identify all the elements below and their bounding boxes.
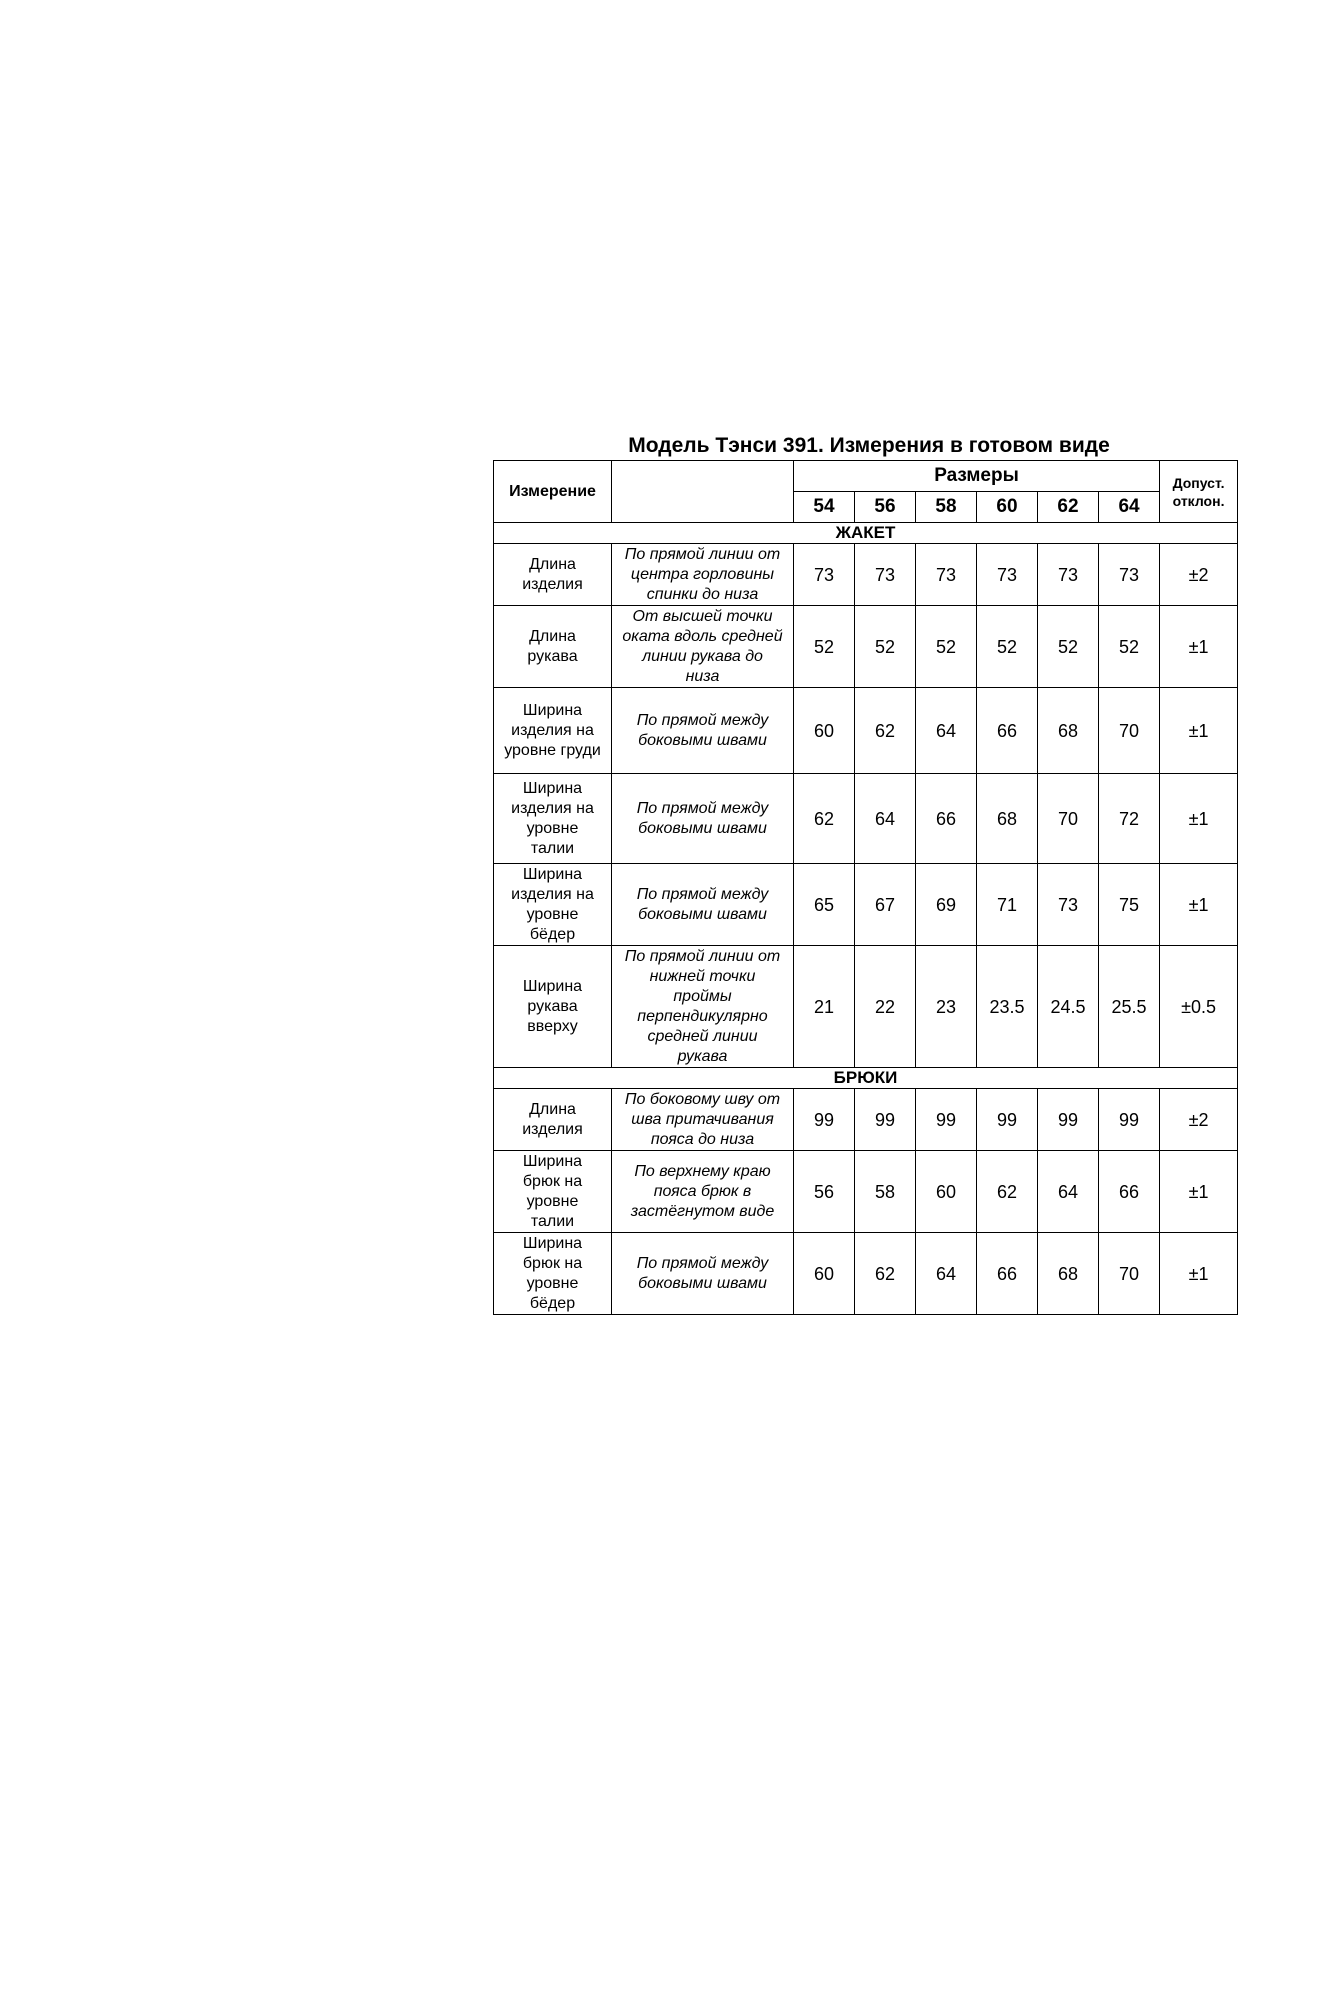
size-value: 66 (916, 774, 977, 864)
measure-name (494, 606, 612, 688)
measure-description (612, 774, 794, 864)
description-line: перпендикулярно (637, 1007, 768, 1025)
size-value: 99 (977, 1089, 1038, 1151)
description-line: По прямой линии от (624, 545, 781, 563)
size-value: 71 (977, 864, 1038, 946)
size-value: 73 (794, 544, 855, 606)
measure-description (612, 1233, 794, 1315)
size-value: 52 (1099, 606, 1160, 688)
size-value: 64 (916, 688, 977, 774)
description-line: линии рукава до (642, 647, 763, 665)
measure-description (612, 1089, 794, 1151)
section-title: ЖАКЕТ (494, 523, 1238, 544)
measure-line: рукава (527, 647, 578, 665)
measure-name (494, 688, 612, 774)
table-row (494, 1089, 1238, 1151)
size-value: 99 (916, 1089, 977, 1151)
tolerance-value: ±1 (1160, 864, 1238, 946)
size-value: 52 (855, 606, 916, 688)
table-row (494, 946, 1238, 1068)
size-value: 62 (855, 688, 916, 774)
size-value: 73 (1099, 544, 1160, 606)
description-line: По верхнему краю (634, 1162, 771, 1180)
tolerance-value: ±2 (1160, 544, 1238, 606)
measure-line: Ширина (522, 977, 583, 995)
size-header: 54 (794, 492, 855, 523)
measure-description (612, 864, 794, 946)
measure-line: уровне (526, 905, 579, 923)
header-tolerance-line-2: отклон. (1172, 492, 1225, 509)
size-header: 64 (1099, 492, 1160, 523)
size-value: 99 (855, 1089, 916, 1151)
section-row (494, 523, 1238, 544)
size-value: 99 (1099, 1089, 1160, 1151)
tolerance-value: ±2 (1160, 1089, 1238, 1151)
size-value: 69 (916, 864, 977, 946)
size-value: 64 (855, 774, 916, 864)
measure-name (494, 1233, 612, 1315)
size-value: 65 (794, 864, 855, 946)
measure-line: Ширина (522, 1234, 583, 1252)
size-value: 70 (1099, 1233, 1160, 1315)
size-value: 73 (1038, 864, 1099, 946)
description-line: По прямой между (636, 1254, 769, 1272)
description-line: низа (685, 667, 720, 685)
measure-line: Длина (529, 1100, 576, 1118)
description-line: пояса до низа (650, 1130, 755, 1148)
size-header: 58 (916, 492, 977, 523)
size-header: 56 (855, 492, 916, 523)
size-value: 62 (855, 1233, 916, 1315)
table-row (494, 606, 1238, 688)
measure-line: брюк на (522, 1172, 583, 1190)
tolerance-value: ±1 (1160, 774, 1238, 864)
description-line: оката вдоль средней (622, 627, 783, 645)
size-value: 66 (1099, 1151, 1160, 1233)
description-line: По прямой между (636, 885, 769, 903)
page-title: Модель Тэнси 391. Измерения в готовом виде (628, 434, 1110, 457)
size-header: 62 (1038, 492, 1099, 523)
measurements-sheet (493, 432, 1237, 1315)
header-description (612, 461, 794, 523)
measure-line: изделия на (511, 799, 594, 817)
measure-description (612, 544, 794, 606)
measure-name (494, 1151, 612, 1233)
size-value: 72 (1099, 774, 1160, 864)
measure-line: уровне (526, 819, 579, 837)
description-line: По боковому шву от (624, 1090, 781, 1108)
measure-line: Длина (529, 555, 576, 573)
size-value: 21 (794, 946, 855, 1068)
description-line: боковыми швами (638, 819, 767, 837)
section-row (494, 1068, 1238, 1089)
measure-line: талии (530, 1212, 575, 1230)
measure-line: брюк на (522, 1254, 583, 1272)
size-value: 52 (794, 606, 855, 688)
measure-line: изделия на (511, 885, 594, 903)
description-line: От высшей точки (632, 607, 773, 625)
tolerance-value: ±1 (1160, 1233, 1238, 1315)
table-body (494, 523, 1238, 1315)
size-value: 99 (794, 1089, 855, 1151)
description-line: центра горловины (630, 565, 775, 583)
size-value: 60 (794, 1233, 855, 1315)
description-line: спинки до низа (646, 585, 759, 603)
description-line: По прямой между (636, 711, 769, 729)
measure-description (612, 1151, 794, 1233)
size-value: 73 (916, 544, 977, 606)
description-line: По прямой между (636, 799, 769, 817)
size-value: 52 (977, 606, 1038, 688)
size-header: 60 (977, 492, 1038, 523)
measure-line: талии (530, 839, 575, 857)
measure-line: уровне груди (504, 741, 601, 759)
measure-line: Ширина (522, 865, 583, 883)
measure-name (494, 1089, 612, 1151)
measure-line: Ширина (522, 1152, 583, 1170)
size-value: 52 (1038, 606, 1099, 688)
description-line: По прямой линии от (624, 947, 781, 965)
size-value: 68 (977, 774, 1038, 864)
header-measure: Измерение (494, 461, 612, 523)
size-value: 62 (794, 774, 855, 864)
description-line: боковыми швами (638, 731, 767, 749)
size-value: 60 (794, 688, 855, 774)
measure-line: Ширина (522, 701, 583, 719)
size-value: 24.5 (1038, 946, 1099, 1068)
measure-description (612, 606, 794, 688)
size-value: 68 (1038, 1233, 1099, 1315)
size-value: 73 (977, 544, 1038, 606)
measure-description (612, 688, 794, 774)
size-value: 22 (855, 946, 916, 1068)
size-value: 70 (1038, 774, 1099, 864)
measure-line: изделия (522, 1120, 583, 1138)
size-value: 60 (916, 1151, 977, 1233)
size-value: 67 (855, 864, 916, 946)
size-value: 23 (916, 946, 977, 1068)
size-value: 58 (855, 1151, 916, 1233)
size-value: 75 (1099, 864, 1160, 946)
description-line: средней линии (647, 1027, 758, 1045)
size-value: 68 (1038, 688, 1099, 774)
description-line: нижней точки (649, 967, 756, 985)
measure-line: изделия на (511, 721, 594, 739)
measure-line: рукава (527, 997, 578, 1015)
measure-line: изделия (522, 575, 583, 593)
size-value: 25.5 (1099, 946, 1160, 1068)
measure-line: Ширина (522, 779, 583, 797)
size-value: 70 (1099, 688, 1160, 774)
description-line: застёгнутом виде (630, 1202, 775, 1220)
size-value: 73 (1038, 544, 1099, 606)
measure-line: вверху (527, 1017, 578, 1035)
tolerance-value: ±1 (1160, 606, 1238, 688)
tolerance-value: ±1 (1160, 1151, 1238, 1233)
table-row (494, 774, 1238, 864)
measure-line: бёдер (529, 1294, 576, 1312)
tolerance-value: ±0.5 (1160, 946, 1238, 1068)
description-line: боковыми швами (638, 1274, 767, 1292)
size-value: 52 (916, 606, 977, 688)
measure-name (494, 946, 612, 1068)
size-value: 73 (855, 544, 916, 606)
size-value: 64 (916, 1233, 977, 1315)
size-value: 23.5 (977, 946, 1038, 1068)
size-value: 64 (1038, 1151, 1099, 1233)
header-tolerance-line-1: Допуст. (1172, 474, 1225, 491)
size-value: 66 (977, 1233, 1038, 1315)
table-row (494, 688, 1238, 774)
description-line: проймы (673, 987, 732, 1005)
section-title: БРЮКИ (494, 1068, 1238, 1089)
header-sizes: Размеры (794, 461, 1160, 492)
measurements-table (493, 460, 1238, 1315)
measure-name (494, 774, 612, 864)
description-line: боковыми швами (638, 905, 767, 923)
size-value: 56 (794, 1151, 855, 1233)
table-row (494, 544, 1238, 606)
measure-line: уровне (526, 1274, 579, 1292)
table-row (494, 1151, 1238, 1233)
measure-name (494, 544, 612, 606)
size-value: 99 (1038, 1089, 1099, 1151)
description-line: шва притачивания (631, 1110, 774, 1128)
tolerance-value: ±1 (1160, 688, 1238, 774)
measure-description (612, 946, 794, 1068)
size-value: 66 (977, 688, 1038, 774)
table-row (494, 864, 1238, 946)
description-line: рукава (677, 1047, 728, 1065)
description-line: пояса брюк в (653, 1182, 752, 1200)
measure-name (494, 864, 612, 946)
table-row (494, 1233, 1238, 1315)
size-value: 62 (977, 1151, 1038, 1233)
header-tolerance (1160, 461, 1238, 523)
measure-line: уровне (526, 1192, 579, 1210)
measure-line: бёдер (529, 925, 576, 943)
measure-line: Длина (529, 627, 576, 645)
